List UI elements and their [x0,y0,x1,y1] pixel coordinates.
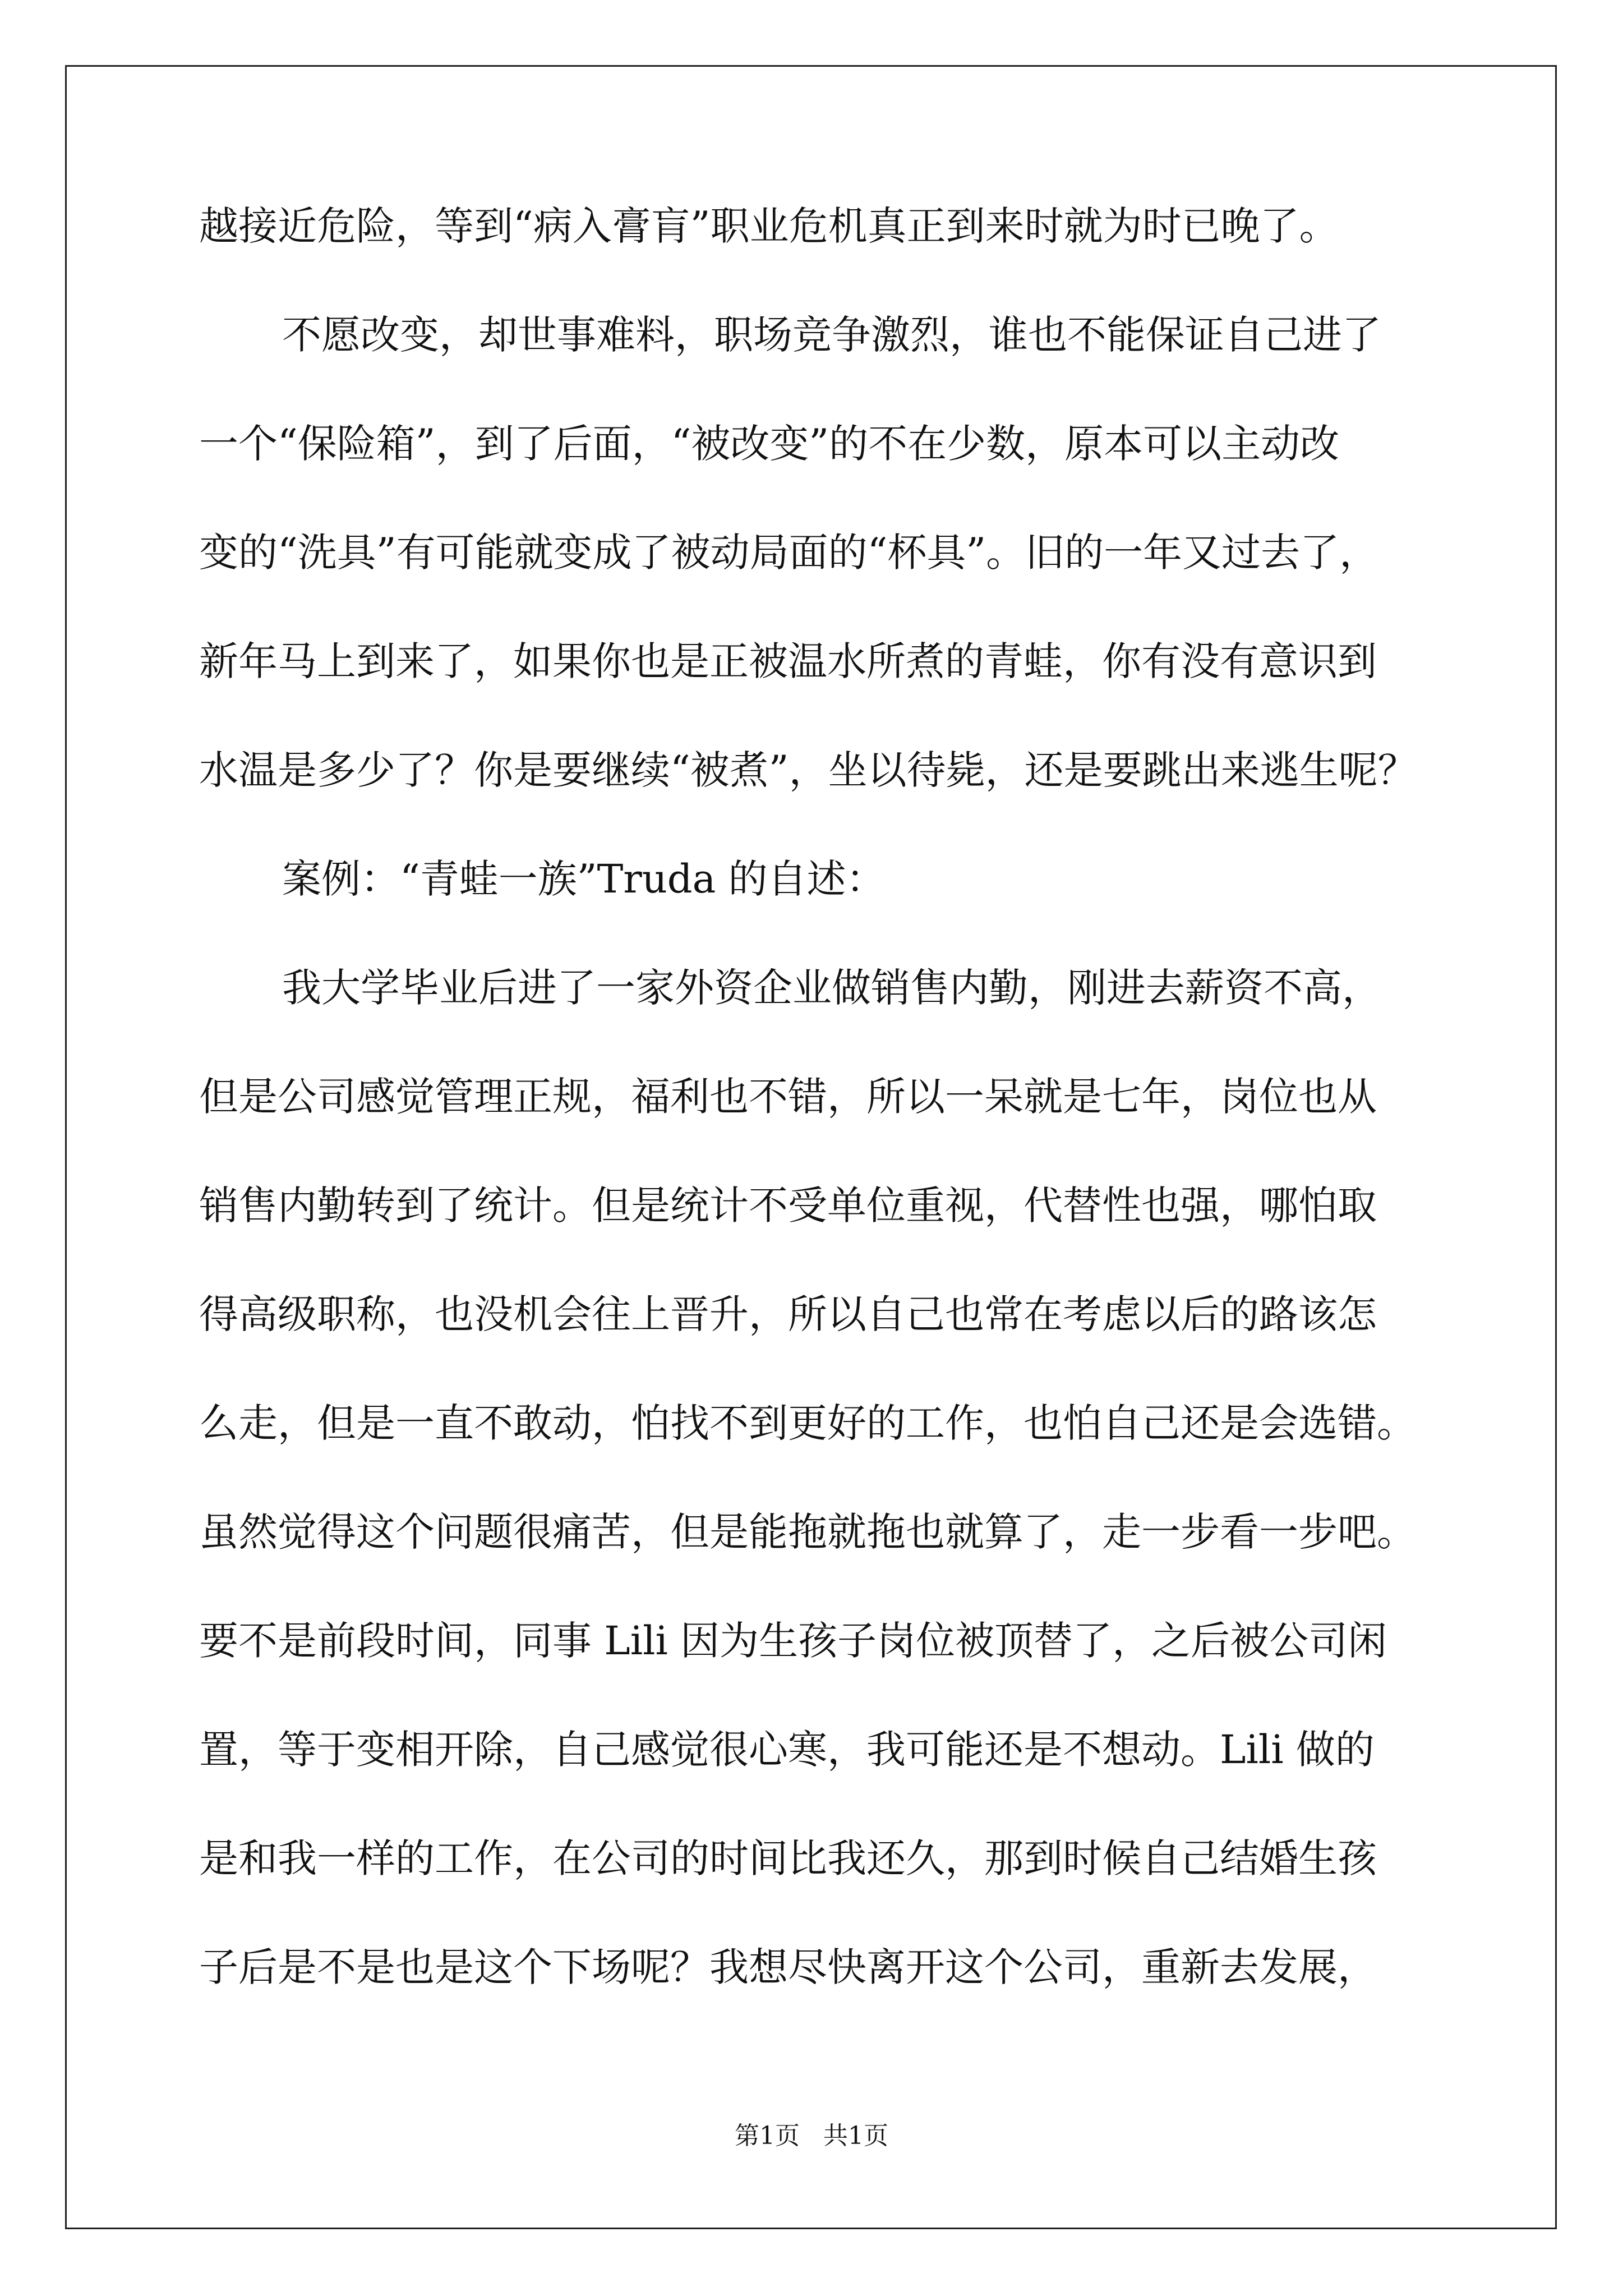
text-line: 变的“洗具”有可能就变成了被动局面的“杯具”。旧的一年又过去了， [199,530,1379,576]
text-line: 要不是前段时间，同事 Lili 因为生孩子岗位被顶替了，之后被公司闲 [199,1618,1387,1664]
text-line: 但是公司感觉管理正规，福利也不错，所以一呆就是七年，岗位也从 [199,1074,1377,1120]
text-line: 是和我一样的工作，在公司的时间比我还久，那到时候自己结婚生孩 [199,1835,1377,1881]
page-footer: 第1页 共1页 [735,2122,888,2150]
text-line: 得高级职称，也没机会往上晋升，所以自己也常在考虑以后的路该怎 [199,1291,1377,1337]
text-line: 置，等于变相开除，自己感觉很心寒，我可能还是不想动。Lili 做的 [199,1727,1375,1773]
document-body [199,199,1455,2049]
text-line: 不愿改变，却世事难料，职场竞争激烈，谁也不能保证自己进了 [282,312,1381,358]
text-line: 案例：“青蛙一族”Truda 的自述： [282,856,886,902]
text-line: 越接近危险，等到“病入膏肓”职业危机真正到来时就为时已晚了。 [199,203,1339,249]
text-line: 销售内勤转到了统计。但是统计不受单位重视，代替性也强，哪怕取 [199,1182,1377,1228]
text-line: 我大学毕业后进了一家外资企业做销售内勤，刚进去薪资不高， [282,965,1381,1011]
text-line: 子后是不是也是这个下场呢？我想尽快离开这个公司，重新去发展， [199,1944,1377,1990]
text-line: 么走，但是一直不敢动，怕找不到更好的工作，也怕自己还是会选错。 [199,1400,1416,1446]
text-line: 新年马上到来了，如果你也是正被温水所煮的青蛙，你有没有意识到 [199,638,1377,684]
text-line: 虽然觉得这个问题很痛苦，但是能拖就拖也就算了，走一步看一步吧。 [199,1509,1416,1555]
text-line: 水温是多少了？你是要继续“被煮”，坐以待毙，还是要跳出来逃生呢？ [199,747,1417,793]
text-line: 一个“保险箱”，到了后面，“被改变”的不在少数，原本可以主动改 [199,421,1340,467]
